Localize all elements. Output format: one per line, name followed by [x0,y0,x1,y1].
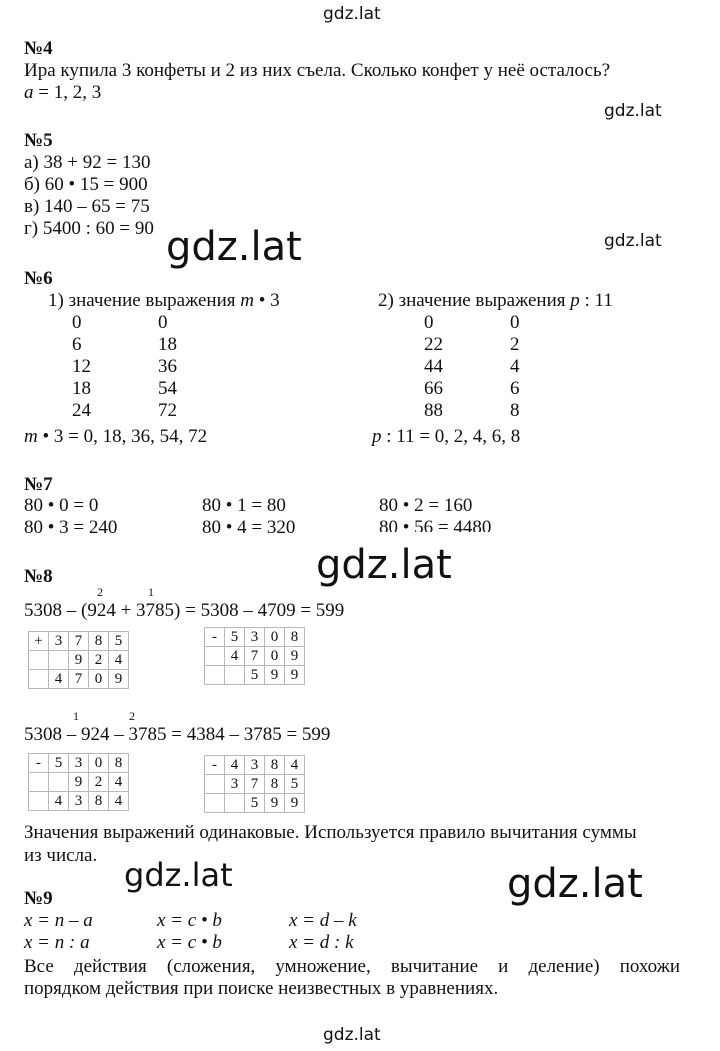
table-cell: 66 [424,378,443,399]
variable: a [24,82,34,103]
task-9-text: Все действия (сложения, умножение, вычитание и деление) похожи [24,956,680,977]
task-5-line: в) 140 – 65 = 75 [24,196,150,217]
task-6-right-heading [378,290,613,312]
grid-cell: 0 [89,670,109,689]
grid-cell [225,794,245,813]
grid-cell: 3 [49,632,69,651]
grid-cell [29,792,49,811]
task-6-left-summary [24,426,207,448]
grid-cell [49,651,69,670]
column-calculation [204,755,305,813]
column-calculation [28,631,129,689]
grid-cell [29,670,49,689]
answer-values: = 1, 2, 3 [33,82,102,103]
task-5-title: №5 [24,130,53,151]
column-calculation [204,627,305,685]
grid-cell [225,666,245,685]
formula: x = d : k [289,932,354,953]
watermark: gdz.lat [166,224,302,270]
watermark: gdz.lat [124,856,233,894]
task-8-expression-2: 5308 – 924 – 3785 = 4384 – 3785 = 599 [24,724,331,745]
task-5-line: б) 60 • 15 = 900 [24,174,148,195]
task-5-line: г) 5400 : 60 = 90 [24,218,154,239]
order-mark: 1 [73,709,79,723]
table-cell: 2 [510,334,520,355]
grid-cell [29,651,49,670]
table-cell: 72 [158,400,177,421]
grid-cell: 4 [109,773,129,792]
grid-cell: 3 [245,628,265,647]
grid-cell: 5 [245,666,265,685]
grid-cell: 9 [69,773,89,792]
watermark: gdz.lat [604,101,662,121]
grid-cell [49,773,69,792]
grid-cell: 8 [265,775,285,794]
variable: m [240,290,254,311]
task-4-answer [24,82,101,104]
table-cell: 0 [72,312,82,333]
variable: m [24,426,38,447]
table-cell: 36 [158,356,177,377]
heading-text: : 11 [579,290,613,311]
grid-cell: 8 [109,754,129,773]
grid-cell: 3 [245,756,265,775]
grid-cell: 9 [285,794,305,813]
task-8-conclusion: Значения выражений одинаковые. Используется правило вычитания суммы [24,822,637,843]
grid-cell [205,666,225,685]
watermark: gdz.lat [507,861,643,907]
grid-cell: 5 [245,794,265,813]
grid-cell: 7 [69,670,89,689]
grid-cell: 4 [285,756,305,775]
task-9-title: №9 [24,888,53,909]
grid-cell: 5 [285,775,305,794]
grid-cell: 4 [109,792,129,811]
formula: x = n : a [24,932,90,953]
grid-cell: 0 [265,647,285,666]
grid-cell: + [29,632,49,651]
task-6-right-summary [372,426,520,448]
grid-cell: 4 [225,756,245,775]
table-cell: 88 [424,400,443,421]
grid-cell: 4 [225,647,245,666]
grid-cell: 9 [109,670,129,689]
table-cell: 8 [510,400,520,421]
grid-cell: 4 [49,792,69,811]
table-cell: 6 [72,334,82,355]
order-mark: 1 [148,585,154,599]
task-7-item: 80 • 1 = 80 [202,495,286,516]
task-9-text: порядком действия при поиске неизвестных в уравнениях. [24,978,499,999]
grid-cell: 8 [89,632,109,651]
table-cell: 0 [424,312,434,333]
task-7-item: 80 • 56 = 4480 [379,517,492,532]
grid-cell: - [205,756,225,775]
table-cell: 22 [424,334,443,355]
grid-cell [205,647,225,666]
task-8-conclusion: из числа. [24,845,98,866]
grid-cell: 3 [225,775,245,794]
grid-cell: - [29,754,49,773]
table-cell: 4 [510,356,520,377]
table-cell: 0 [158,312,168,333]
heading-text: 2) значение выражения [378,290,571,311]
table-cell: 24 [72,400,91,421]
variable: p [372,426,382,447]
grid-cell: 3 [69,754,89,773]
table-cell: 44 [424,356,443,377]
task-8-title: №8 [24,566,53,587]
table-cell: 0 [510,312,520,333]
grid-cell: 0 [265,628,285,647]
grid-cell: 9 [265,794,285,813]
heading-text: • 3 [253,290,280,311]
watermark: gdz.lat [604,231,662,251]
variable: p [570,290,580,311]
summary-text: : 11 = 0, 2, 4, 6, 8 [381,426,521,447]
order-mark: 2 [97,585,103,599]
task-7-item: 80 • 3 = 240 [24,517,118,538]
grid-cell: 8 [265,756,285,775]
watermark: gdz.lat [323,1025,381,1045]
grid-cell [205,794,225,813]
grid-cell: 4 [49,670,69,689]
task-7-item: 80 • 0 = 0 [24,495,99,516]
grid-cell: 7 [245,647,265,666]
grid-cell: 2 [89,651,109,670]
grid-cell: 8 [89,792,109,811]
grid-cell: 5 [109,632,129,651]
grid-cell [205,775,225,794]
grid-cell: 5 [49,754,69,773]
grid-cell: 9 [69,651,89,670]
table-cell: 18 [158,334,177,355]
grid-cell: 3 [69,792,89,811]
grid-cell: 7 [69,632,89,651]
grid-cell: 9 [285,666,305,685]
grid-cell: 7 [245,775,265,794]
heading-text: 1) значение выражения [48,290,241,311]
summary-text: • 3 = 0, 18, 36, 54, 72 [37,426,208,447]
task-6-title: №6 [24,268,53,289]
grid-cell: 5 [225,628,245,647]
task-7-title: №7 [24,474,53,495]
table-cell: 54 [158,378,177,399]
task-4-title: №4 [24,38,53,59]
task-7-item: 80 • 4 = 320 [202,517,296,538]
watermark: gdz.lat [323,4,381,24]
task-8-expression-1: 5308 – (924 + 3785) = 5308 – 4709 = 599 [24,600,345,621]
grid-cell: 9 [285,647,305,666]
grid-cell [29,773,49,792]
grid-cell: 4 [109,651,129,670]
formula: x = c • b [157,910,222,931]
order-mark: 2 [129,709,135,723]
task-5-line: а) 38 + 92 = 130 [24,152,151,173]
grid-cell: 2 [89,773,109,792]
table-cell: 12 [72,356,91,377]
formula: x = n – a [24,910,93,931]
grid-cell: 8 [285,628,305,647]
task-6-left-heading [48,290,280,312]
task-4-text: Ира купила 3 конфеты и 2 из них съела. Сколько конфет у неё осталось? [24,60,611,81]
table-cell: 6 [510,378,520,399]
formula: x = d – k [289,910,357,931]
grid-cell: 9 [265,666,285,685]
watermark: gdz.lat [316,542,452,588]
formula: x = c • b [157,932,222,953]
grid-cell: - [205,628,225,647]
task-7-item: 80 • 2 = 160 [379,495,473,516]
grid-cell: 0 [89,754,109,773]
table-cell: 18 [72,378,91,399]
column-calculation [28,753,129,811]
